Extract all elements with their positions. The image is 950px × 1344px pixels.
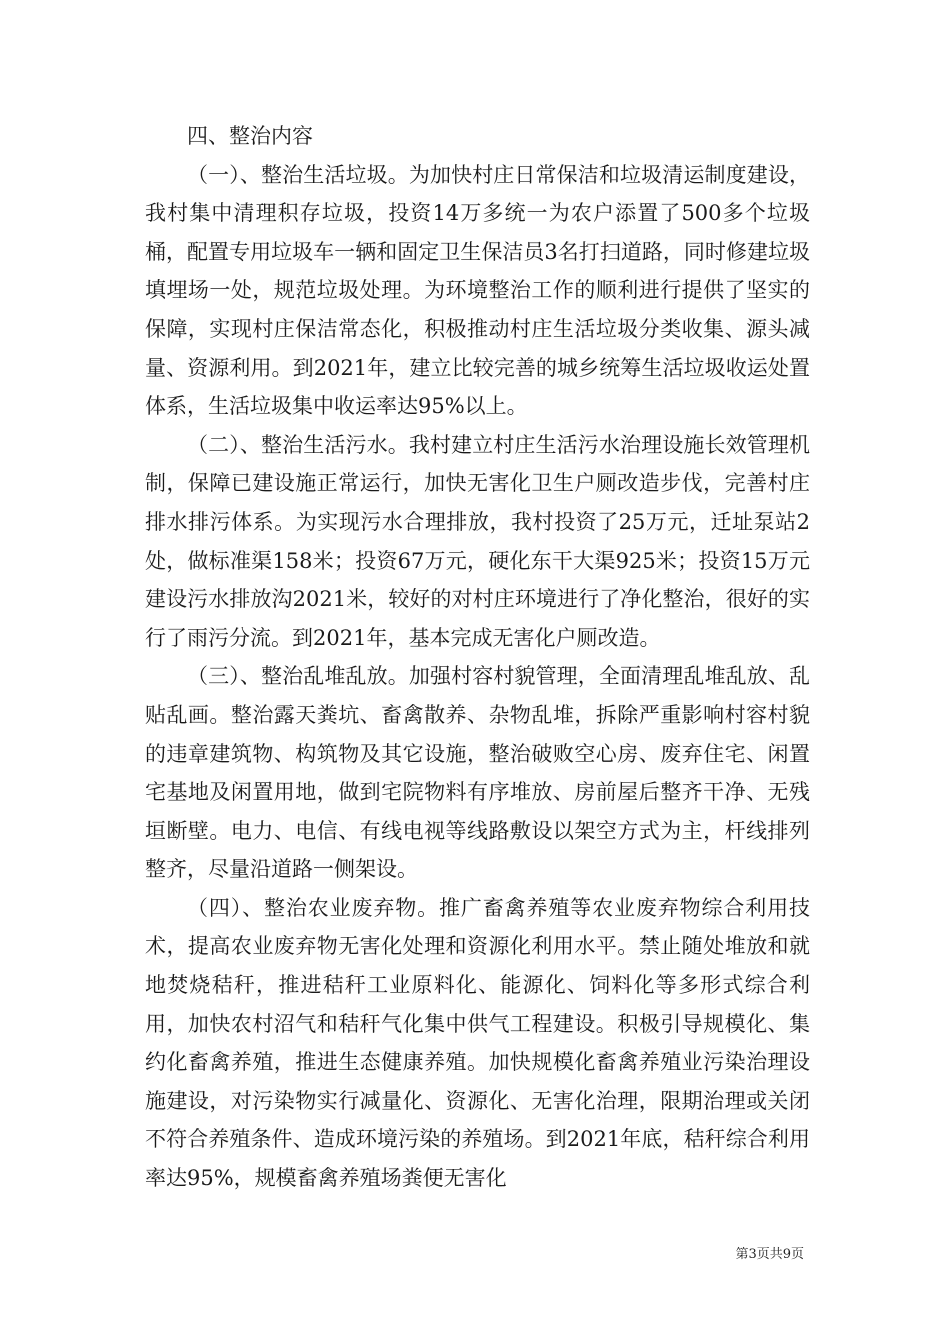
paragraph-sewage: （二）、整治生活污水。我村建立村庄生活污水治理设施长效管理机制，保障已建设施正常运行，加快无害化卫生户厕改造步伐，完善村庄排水排污体系。为实现污水合理排放，我村投资了25万元，迁址泵站2处，做标准渠158米；投资67万元，硬化东干大渠925米；投资15万元建设污水排放沟2021米，较好的对村庄环境进行了净化整治，很好的实行了雨污分流。到2021年，基本完成无害化户厕改造。: [145, 432, 810, 650]
section-heading: 四、整治内容: [187, 124, 313, 148]
paragraph-garbage: （一）、整治生活垃圾。为加快村庄日常保洁和垃圾清运制度建设，我村集中清理积存垃圾，投资14万多统一为农户添置了500多个垃圾桶，配置专用垃圾车一辆和固定卫生保洁员3名打扫道路，同时修建垃圾填埋场一处，规范垃圾处理。为环境整治工作的顺利进行提供了坚实的保障，实现村庄保洁常态化，积极推动村庄生活垃圾分类收集、源头减量、资源利用。到2021年，建立比较完善的城乡统筹生活垃圾收运处置体系，生活垃圾集中收运率达95%以上。: [145, 162, 810, 419]
page-number: 第3页共9页: [735, 1247, 804, 1262]
paragraph-clutter: （三）、整治乱堆乱放。加强村容村貌管理，全面清理乱堆乱放、乱贴乱画。整治露天粪坑、畜禽散养、杂物乱堆，拆除严重影响村容村貌的违章建筑物、构筑物及其它设施，整治破败空心房、废弃住宅、闲置宅基地及闲置用地，做到宅院物料有序堆放、房前屋后整齐干净、无残垣断壁。电力、电信、有线电视等线路敷设以架空方式为主，杆线排列整齐，尽量沿道路一侧架设。: [145, 664, 810, 882]
document-body: [145, 117, 810, 1198]
paragraph-agricultural-waste: （四）、整治农业废弃物。推广畜禽养殖等农业废弃物综合利用技术，提高农业废弃物无害化处理和资源化利用水平。禁止随处堆放和就地焚烧秸秆，推进秸秆工业原料化、能源化、饲料化等多形式综合利用，加快农村沼气和秸秆气化集中供气工程建设。积极引导规模化、集约化畜禽养殖，推进生态健康养殖。加快规模化畜禽养殖业污染治理设施建设，对污染物实行减量化、资源化、无害化治理，限期治理或关闭不符合养殖条件、造成环境污染的养殖场。到2021年底，秸秆综合利用率达95%，规模畜禽养殖场粪便无害化: [145, 895, 810, 1191]
